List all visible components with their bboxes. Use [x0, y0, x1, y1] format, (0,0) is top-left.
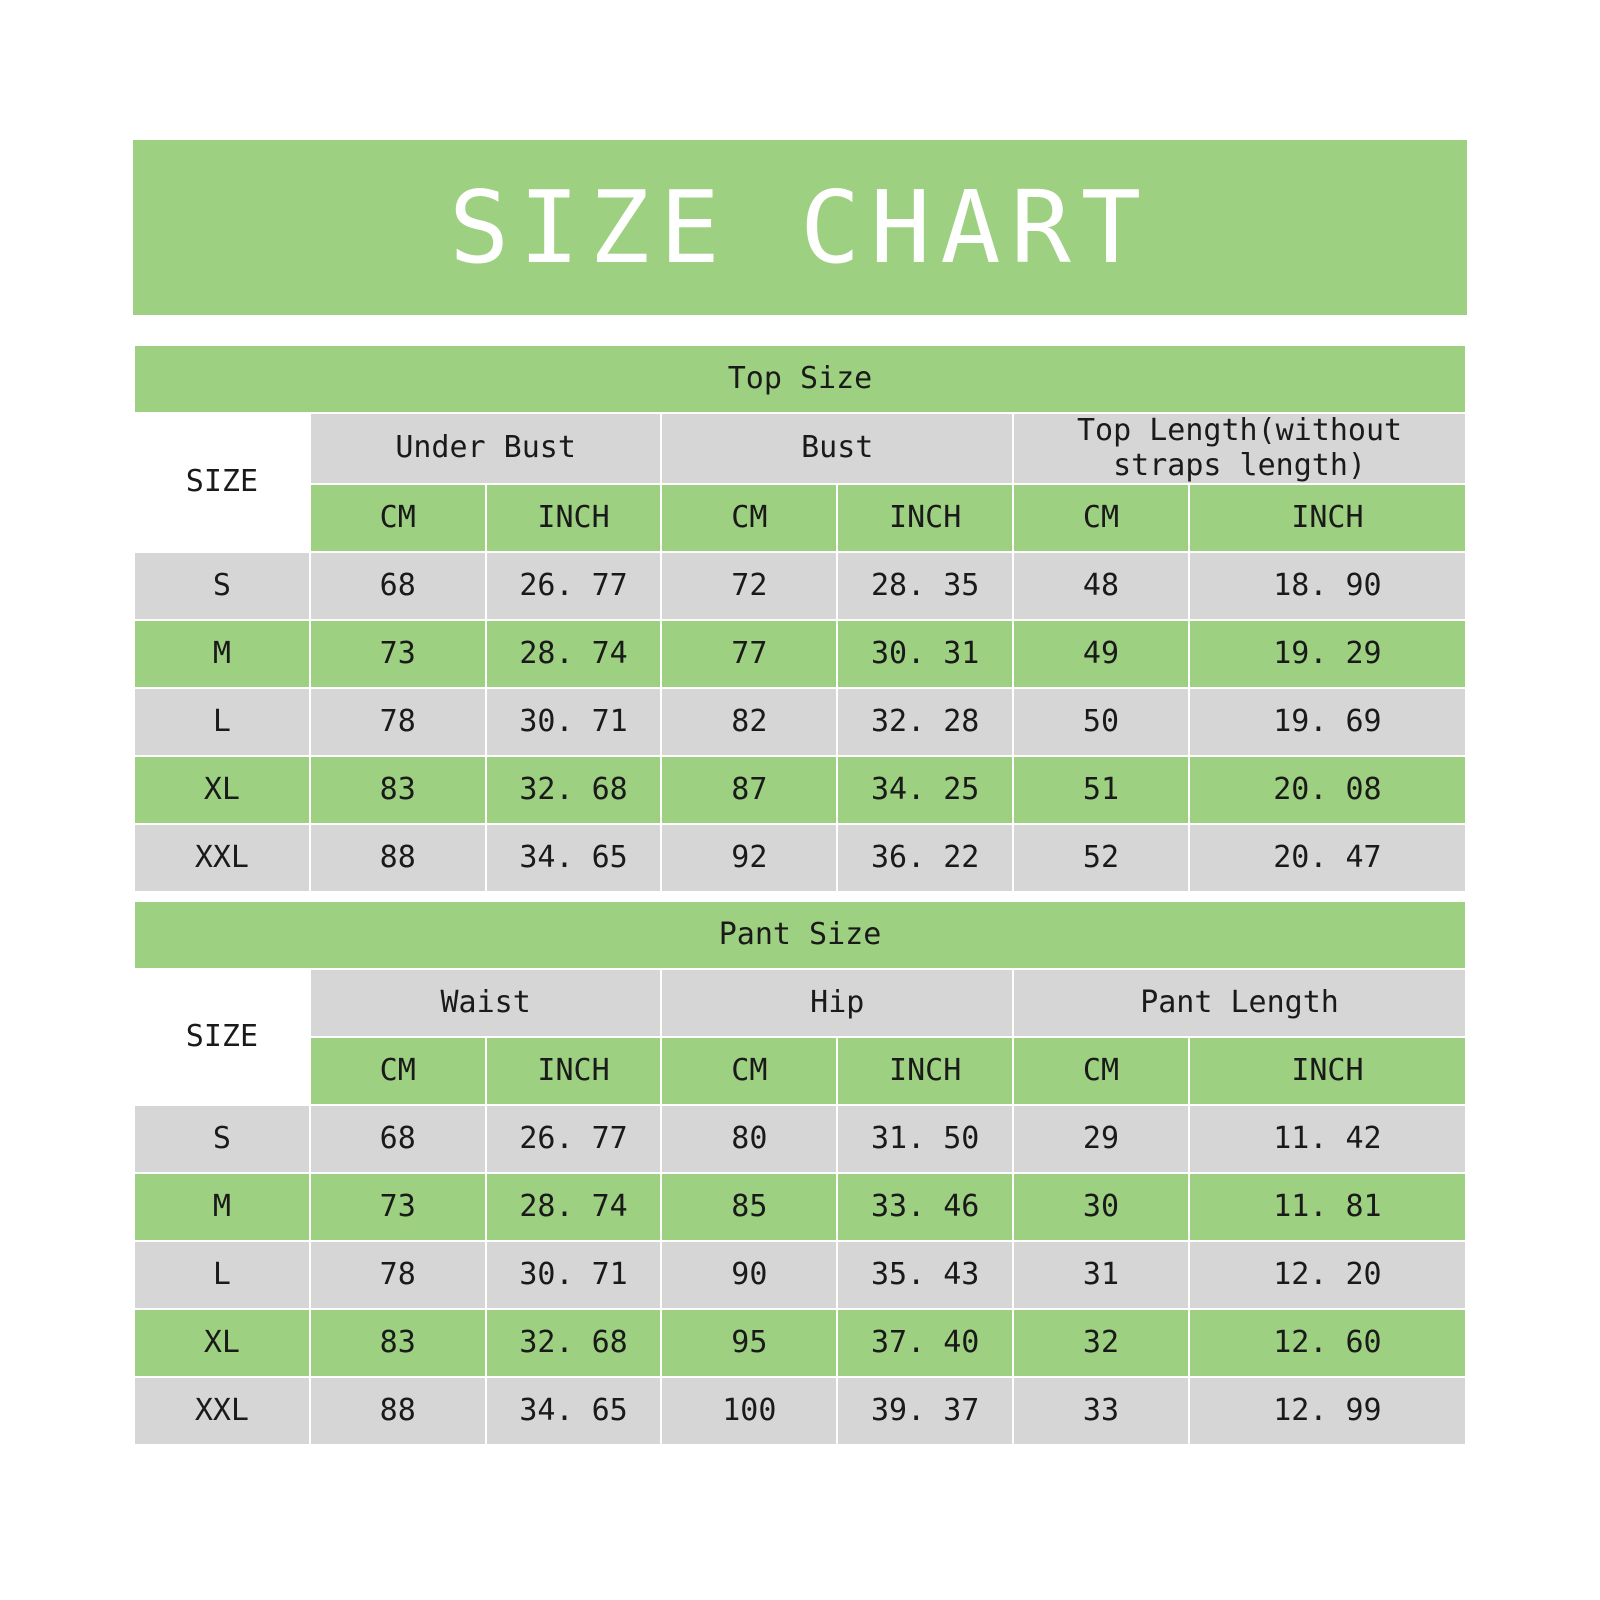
table-row: [134, 688, 1466, 756]
cell-value: 20. 08: [1189, 756, 1466, 824]
cell-value: 32. 68: [486, 1309, 662, 1377]
cell-value: 26. 77: [486, 552, 662, 620]
cell-value: 88: [310, 824, 486, 892]
top-size-table: [133, 344, 1467, 893]
table-row: [134, 620, 1466, 688]
cell-value: 19. 29: [1189, 620, 1466, 688]
table-unit-header-row: [134, 484, 1466, 552]
table-row: [134, 552, 1466, 620]
size-column-header-top: SIZE: [134, 413, 310, 552]
cell-value: 12. 99: [1189, 1377, 1466, 1445]
table-section-header-row: [134, 345, 1466, 413]
row-size-label: XL: [134, 1309, 310, 1377]
row-size-label: L: [134, 1241, 310, 1309]
page-title: SIZE CHART: [448, 168, 1152, 286]
pant-size-table: [133, 900, 1467, 1446]
cell-value: 11. 42: [1189, 1105, 1466, 1173]
table-row: [134, 824, 1466, 892]
cell-value: 30. 71: [486, 1241, 662, 1309]
table-section-header-row: [134, 901, 1466, 969]
cell-value: 78: [310, 1241, 486, 1309]
cell-value: 88: [310, 1377, 486, 1445]
cell-value: 32. 28: [837, 688, 1013, 756]
cell-value: 90: [661, 1241, 837, 1309]
table-row: [134, 756, 1466, 824]
cell-value: 92: [661, 824, 837, 892]
cell-value: 32: [1013, 1309, 1189, 1377]
cell-value: 33: [1013, 1377, 1189, 1445]
group-header-waist: Waist: [310, 969, 662, 1037]
cell-value: 26. 77: [486, 1105, 662, 1173]
table-row: [134, 1105, 1466, 1173]
table-row: [134, 1377, 1466, 1445]
table-group-header-row: [134, 969, 1466, 1037]
cell-value: 51: [1013, 756, 1189, 824]
cell-value: 100: [661, 1377, 837, 1445]
size-column-header-pant: SIZE: [134, 969, 310, 1105]
cell-value: 85: [661, 1173, 837, 1241]
cell-value: 12. 60: [1189, 1309, 1466, 1377]
unit-header-cm-under-bust: CM: [310, 484, 486, 552]
cell-value: 29: [1013, 1105, 1189, 1173]
cell-value: 77: [661, 620, 837, 688]
section-title-top: Top Size: [134, 345, 1466, 413]
cell-value: 35. 43: [837, 1241, 1013, 1309]
cell-value: 19. 69: [1189, 688, 1466, 756]
cell-value: 28. 74: [486, 1173, 662, 1241]
unit-header-cm-pant-length: CM: [1013, 1037, 1189, 1105]
cell-value: 95: [661, 1309, 837, 1377]
cell-value: 31. 50: [837, 1105, 1013, 1173]
row-size-label: L: [134, 688, 310, 756]
cell-value: 50: [1013, 688, 1189, 756]
cell-value: 32. 68: [486, 756, 662, 824]
size-chart-banner: [133, 140, 1467, 315]
group-header-under-bust: Under Bust: [310, 413, 662, 484]
table-group-header-row: [134, 413, 1466, 484]
unit-header-cm-hip: CM: [661, 1037, 837, 1105]
cell-value: 36. 22: [837, 824, 1013, 892]
unit-header-inch-top-length: INCH: [1189, 484, 1466, 552]
unit-header-inch-under-bust: INCH: [486, 484, 662, 552]
cell-value: 33. 46: [837, 1173, 1013, 1241]
group-header-pant-length: Pant Length: [1013, 969, 1466, 1037]
row-size-label: XXL: [134, 1377, 310, 1445]
cell-value: 68: [310, 552, 486, 620]
table-unit-header-row: [134, 1037, 1466, 1105]
unit-header-inch-waist: INCH: [486, 1037, 662, 1105]
cell-value: 11. 81: [1189, 1173, 1466, 1241]
group-header-bust: Bust: [661, 413, 1013, 484]
cell-value: 83: [310, 756, 486, 824]
cell-value: 72: [661, 552, 837, 620]
cell-value: 18. 90: [1189, 552, 1466, 620]
cell-value: 68: [310, 1105, 486, 1173]
cell-value: 73: [310, 1173, 486, 1241]
cell-value: 49: [1013, 620, 1189, 688]
unit-header-cm-top-length: CM: [1013, 484, 1189, 552]
cell-value: 28. 35: [837, 552, 1013, 620]
group-header-top-length: Top Length(without straps length): [1013, 413, 1466, 484]
cell-value: 30: [1013, 1173, 1189, 1241]
cell-value: 12. 20: [1189, 1241, 1466, 1309]
section-title-pant: Pant Size: [134, 901, 1466, 969]
row-size-label: M: [134, 1173, 310, 1241]
cell-value: 30. 31: [837, 620, 1013, 688]
cell-value: 82: [661, 688, 837, 756]
cell-value: 78: [310, 688, 486, 756]
cell-value: 34. 65: [486, 824, 662, 892]
unit-header-inch-bust: INCH: [837, 484, 1013, 552]
unit-header-cm-waist: CM: [310, 1037, 486, 1105]
cell-value: 34. 25: [837, 756, 1013, 824]
cell-value: 52: [1013, 824, 1189, 892]
cell-value: 87: [661, 756, 837, 824]
table-row: [134, 1309, 1466, 1377]
cell-value: 83: [310, 1309, 486, 1377]
cell-value: 30. 71: [486, 688, 662, 756]
row-size-label: S: [134, 1105, 310, 1173]
cell-value: 31: [1013, 1241, 1189, 1309]
cell-value: 37. 40: [837, 1309, 1013, 1377]
unit-header-inch-pant-length: INCH: [1189, 1037, 1466, 1105]
row-size-label: XXL: [134, 824, 310, 892]
row-size-label: XL: [134, 756, 310, 824]
group-header-hip: Hip: [661, 969, 1013, 1037]
unit-header-cm-bust: CM: [661, 484, 837, 552]
row-size-label: M: [134, 620, 310, 688]
cell-value: 80: [661, 1105, 837, 1173]
cell-value: 28. 74: [486, 620, 662, 688]
table-row: [134, 1173, 1466, 1241]
cell-value: 20. 47: [1189, 824, 1466, 892]
unit-header-inch-hip: INCH: [837, 1037, 1013, 1105]
cell-value: 34. 65: [486, 1377, 662, 1445]
cell-value: 48: [1013, 552, 1189, 620]
cell-value: 73: [310, 620, 486, 688]
table-row: [134, 1241, 1466, 1309]
cell-value: 39. 37: [837, 1377, 1013, 1445]
row-size-label: S: [134, 552, 310, 620]
